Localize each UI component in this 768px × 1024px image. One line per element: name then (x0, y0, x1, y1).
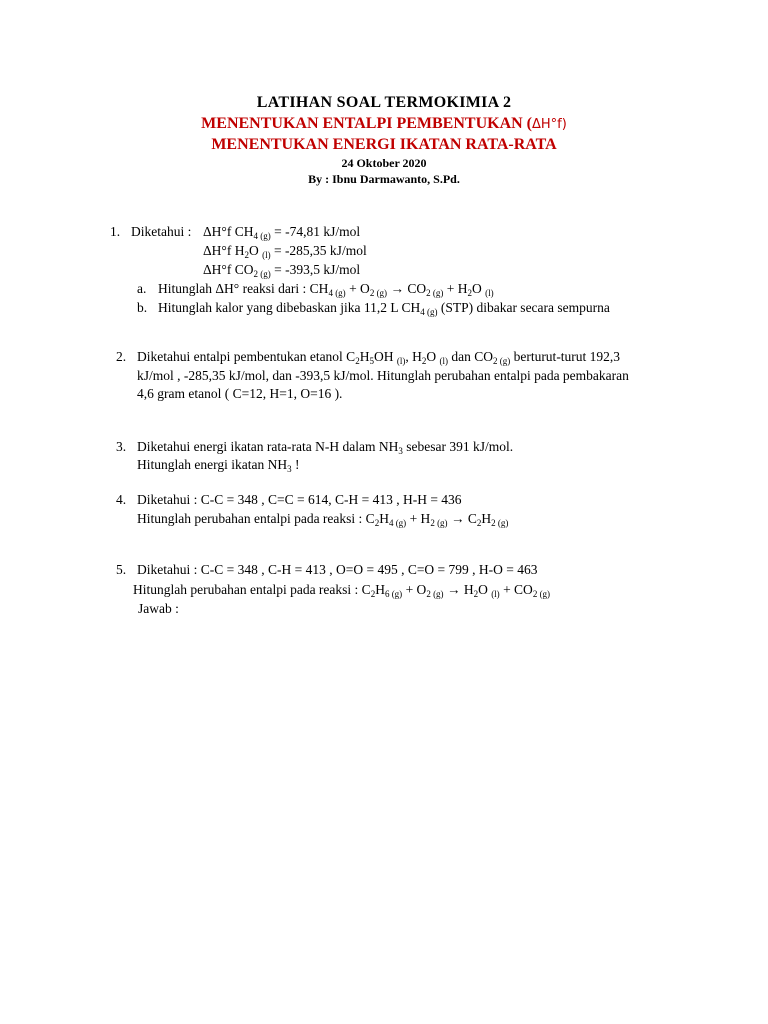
q3-line2: Hitunglah energi ikatan $NH_3$ ! (137, 457, 300, 474)
q1-data-ch4: ΔH°f $CH_{4 (g)} = -74,81$ kJ/mol (203, 224, 361, 241)
q3-line1: Diketahui energi ikatan rata-rata N-H dalam $NH_3$ sebesar 391 kJ/mol. (137, 439, 514, 456)
subtitle-enthalpy-formation (0, 115, 768, 133)
q5-line1: Diketahui : C-C = 348 , C-H = 413 , O=O = 495 , C=O = 799 , H-O = 463 (137, 562, 538, 577)
date-label: 24 Oktober 2020 (341, 156, 427, 170)
q2-line3: 4,6 gram etanol ( C=12, H=1, O=16 ). (137, 386, 343, 401)
q1-data-h2o: ΔH°f $H_2O$ $_{(l)}$ = -285,35 kJ/mol (203, 243, 367, 260)
q3-number: 3. (116, 439, 127, 454)
worksheet-title: LATIHAN SOAL TERMOKIMIA 2 (256, 94, 512, 111)
q1-b-label: b. (137, 300, 148, 315)
q5-number: 5. (116, 562, 127, 577)
author-label: By : Ibnu Darmawanto, S.Pd. (308, 172, 460, 186)
q1-number: 1. (110, 224, 121, 239)
q5-line2: Hitunglah perubahan entalpi pada reaksi : $C_2H_{6 (g)} + O_{2 (g)} \to H_2O$ $_{(l)} + CO_{2 (g)}$ (133, 582, 551, 599)
q1-a-label: a. (137, 281, 147, 296)
q4-line2: Hitunglah perubahan entalpi pada reaksi : $C_2H_{4 (g)} + H_{2 (g)} \to C_2H_{2 (g)}$ (137, 511, 509, 528)
q5-answer-label: Jawab : (138, 601, 179, 616)
subtitle-bond-energy: MENENTUKAN ENERGI IKATAN RATA-RATA (211, 136, 557, 153)
subtitle1-text: MENENTUKAN ENTALPI PEMBENTUKAN ( (201, 115, 532, 132)
subtitle1-symbol: ΔH°f) (532, 117, 567, 132)
q2-line1: Diketahui entalpi pembentukan etanol $C_2H_5OH$ $_{(l)}$, $H_2O$ $_{(l)}$ dan $CO_{2 (g)}$ berturut-turut 192,3 (137, 349, 621, 366)
q2-line2: kJ/mol , -285,35 kJ/mol, dan -393,5 kJ/mol. Hitunglah perubahan entalpi pada pembakaran (137, 368, 629, 383)
q1-a-text: Hitunglah ΔH° reaksi dari : $CH_{4 (g)} + O_{2 (g)} \to CO_{2 (g)} + H_2O$ $_{(l)}$ (158, 281, 494, 298)
q4-line1: Diketahui : C-C = 348 , C=C = 614, C-H = 413 , H-H = 436 (137, 492, 462, 507)
q4-number: 4. (116, 492, 127, 507)
q1-b-text: Hitunglah kalor yang dibebaskan jika 11,2 L $CH_{4 (g)}$ (STP) dibakar secara sempurna (158, 300, 610, 317)
q1-label: Diketahui : (131, 224, 192, 239)
q2-number: 2. (116, 349, 127, 364)
q1-data-co2: ΔH°f $CO_{2 (g)} = -393,5$ kJ/mol (203, 262, 361, 279)
